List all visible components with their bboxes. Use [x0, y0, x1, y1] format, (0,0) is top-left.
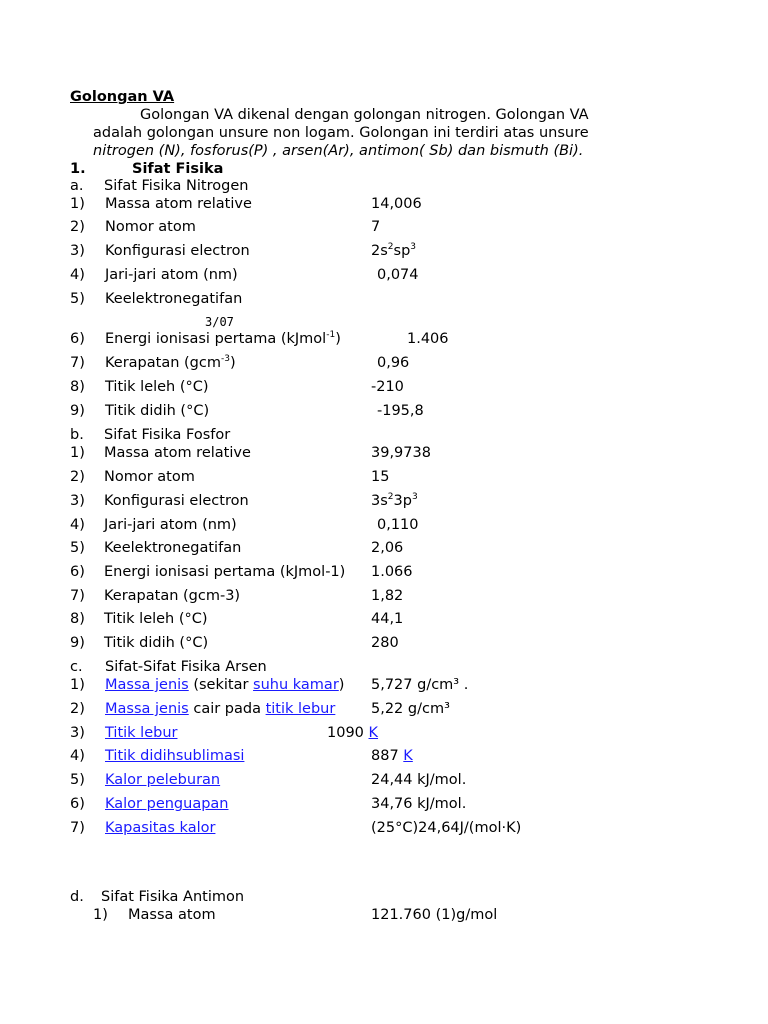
property-value: 280	[371, 635, 399, 651]
row-number: 1)	[70, 445, 85, 461]
subsection-heading-nitrogen: Sifat Fisika Nitrogen	[104, 178, 249, 194]
row-number: 4)	[70, 748, 85, 764]
intro-line-1: Golongan VA dikenal dengan golongan nitrogen. Golongan VA	[140, 107, 589, 123]
row-number: 7)	[70, 355, 85, 371]
label-text: cair pada	[188, 701, 266, 717]
property-label	[105, 747, 244, 765]
property-label	[105, 771, 220, 789]
config-superscript: 2	[387, 242, 394, 252]
row-number: 4)	[70, 267, 85, 283]
property-label	[105, 724, 177, 742]
property-value: 34,76 kJ/mol.	[371, 796, 467, 812]
property-label: Titik didih (°C)	[104, 635, 209, 651]
row-number: 3)	[70, 243, 85, 259]
row-number: 9)	[70, 403, 85, 419]
label-text: (sekitar	[188, 677, 254, 693]
property-label	[105, 676, 344, 694]
row-number: 6)	[70, 564, 85, 580]
row-number: 1)	[93, 907, 108, 923]
property-value: 0,96	[377, 355, 410, 371]
property-label	[105, 819, 215, 837]
link-titik-lebur[interactable]: titik lebur	[265, 701, 336, 717]
property-value: 1.066	[371, 564, 413, 580]
row-number: 7)	[70, 820, 85, 836]
label-part: )	[335, 331, 341, 347]
row-number: 2)	[70, 219, 85, 235]
link-massa-jenis[interactable]: Massa jenis	[105, 701, 189, 717]
property-label: Titik leleh (°C)	[104, 611, 208, 627]
property-label	[105, 700, 335, 718]
subsection-heading-fosfor: Sifat Fisika Fosfor	[104, 427, 231, 443]
property-value: 1,82	[371, 588, 404, 604]
row-number: 6)	[70, 331, 85, 347]
page-note: 3/07	[205, 315, 234, 329]
property-label: Konfigurasi electron	[104, 493, 249, 509]
property-label: Keelektronegatifan	[105, 291, 243, 307]
document-title: Golongan VA	[70, 89, 175, 105]
property-value: 7	[371, 219, 381, 235]
link-massa-jenis[interactable]: Massa jenis	[105, 677, 189, 693]
property-label: Massa atom	[128, 907, 216, 923]
property-value: -195,8	[377, 403, 424, 419]
property-label: Massa atom relative	[105, 196, 252, 212]
property-label: Nomor atom	[105, 219, 196, 235]
property-label: Nomor atom	[104, 469, 195, 485]
row-number: 3)	[70, 725, 85, 741]
row-number: 3)	[70, 493, 85, 509]
subsection-heading-arsen: Sifat-Sifat Fisika Arsen	[105, 659, 267, 675]
row-number: 5)	[70, 772, 85, 788]
value-number: 887	[371, 748, 399, 764]
property-label	[105, 330, 341, 348]
subsection-letter: c.	[70, 659, 83, 675]
label-part: Kerapatan (gcm	[105, 355, 221, 371]
subsection-letter: b.	[70, 427, 84, 443]
property-label: Jari-jari atom (nm)	[104, 517, 237, 533]
property-value: 5,22 g/cm³	[371, 701, 450, 717]
property-value: 5,727 g/cm³ .	[371, 677, 469, 693]
link-kapasitas-kalor[interactable]: Kapasitas kalor	[105, 820, 216, 836]
link-kalor-peleburan[interactable]: Kalor peleburan	[105, 772, 221, 788]
property-value	[327, 724, 378, 742]
property-label: Titik didih (°C)	[105, 403, 210, 419]
property-label: Massa atom relative	[104, 445, 251, 461]
row-number: 7)	[70, 588, 85, 604]
property-value: (25°C)24,64J/(mol·K)	[371, 820, 522, 836]
property-value: 1.406	[407, 331, 449, 347]
intro-line-3: nitrogen (N), fosforus(P) , arsen(Ar), antimon( Sb) dan bismuth (Bi).	[93, 143, 584, 159]
row-number: 2)	[70, 469, 85, 485]
row-number: 4)	[70, 517, 85, 533]
row-number: 1)	[70, 196, 85, 212]
config-part: 3p	[393, 493, 412, 509]
row-number: 8)	[70, 611, 85, 627]
property-label	[105, 795, 228, 813]
row-number: 9)	[70, 635, 85, 651]
subsection-letter: d.	[70, 889, 84, 905]
row-number: 5)	[70, 540, 85, 556]
property-value: 2,06	[371, 540, 404, 556]
property-label: Jari-jari atom (nm)	[105, 267, 238, 283]
property-label: Keelektronegatifan	[104, 540, 242, 556]
config-part: 3s	[371, 493, 388, 509]
property-value: 0,074	[377, 267, 419, 283]
property-label: Titik leleh (°C)	[105, 379, 209, 395]
section-number: 1.	[70, 161, 86, 177]
config-superscript: 2	[387, 492, 394, 502]
property-value	[371, 747, 413, 765]
link-titik-didih-sublimasi[interactable]: Titik didihsublimasi	[105, 748, 245, 764]
label-part: Energi ionisasi pertama (kJmol	[105, 331, 327, 347]
property-label	[105, 354, 236, 372]
property-label: Konfigurasi electron	[105, 243, 250, 259]
link-suhu-kamar[interactable]: suhu kamar	[253, 677, 339, 693]
property-value: -210	[371, 379, 404, 395]
property-value: 14,006	[371, 196, 422, 212]
link-kelvin[interactable]: K	[368, 725, 379, 741]
row-number: 1)	[70, 677, 85, 693]
property-value: 24,44 kJ/mol.	[371, 772, 467, 788]
row-number: 8)	[70, 379, 85, 395]
value-number: 1090	[327, 725, 364, 741]
section-title: Sifat Fisika	[132, 161, 224, 177]
intro-line-2: adalah golongan unsure non logam. Golongan ini terdiri atas unsure	[93, 125, 589, 141]
property-value: 39,9738	[371, 445, 431, 461]
subsection-heading-antimon: Sifat Fisika Antimon	[101, 889, 245, 905]
label-text: )	[338, 677, 345, 693]
config-part: 2s	[371, 243, 388, 259]
property-value: 44,1	[371, 611, 404, 627]
link-kelvin[interactable]: K	[403, 748, 413, 764]
property-value: 121.760 (1)g/mol	[371, 907, 498, 923]
property-value	[371, 492, 418, 510]
link-kalor-penguapan[interactable]: Kalor penguapan	[105, 796, 229, 812]
row-number: 6)	[70, 796, 85, 812]
row-number: 5)	[70, 291, 85, 307]
config-superscript: 3	[410, 242, 417, 252]
row-number: 2)	[70, 701, 85, 717]
property-value	[371, 242, 416, 260]
config-superscript: 3	[411, 492, 418, 502]
link-titik-lebur[interactable]: Titik lebur	[105, 725, 178, 741]
property-value: 0,110	[377, 517, 419, 533]
label-part: )	[229, 355, 236, 371]
config-part: sp	[393, 243, 411, 259]
label-superscript: -3	[220, 354, 230, 364]
property-label: Energi ionisasi pertama (kJmol-1)	[104, 564, 346, 580]
subsection-letter: a.	[70, 178, 84, 194]
label-superscript: -1	[326, 330, 336, 340]
property-label: Kerapatan (gcm-3)	[104, 588, 241, 604]
property-value: 15	[371, 469, 390, 485]
